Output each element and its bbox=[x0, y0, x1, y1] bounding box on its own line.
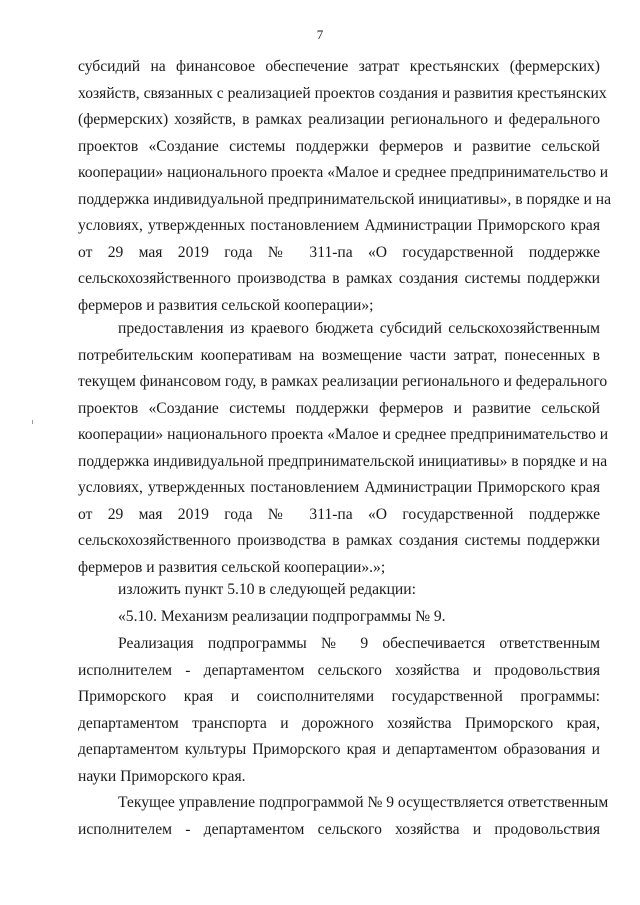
text-line: сельскохозяйственного производства в рамках создания системы поддержки bbox=[78, 532, 600, 549]
text-line: текущем финансовом году, в рамках реализации регионального и федерального bbox=[78, 373, 608, 390]
text-line: департаментом культуры Приморского края и департаментом образования и bbox=[78, 741, 600, 758]
paragraph-subsidies-cooperatives bbox=[78, 316, 609, 581]
paragraph-implementation bbox=[78, 631, 600, 790]
text-line: фермеров и развития сельской кооперации»; bbox=[78, 296, 374, 314]
text-line: Реализация подпрограммы № 9 обеспечивается ответственным bbox=[118, 635, 600, 652]
text-line: проектов «Создание системы поддержки фермеров и развитие сельской bbox=[78, 137, 600, 155]
text-line: от 29 мая 2019 года № 311-па «О государственной поддержке bbox=[78, 243, 600, 261]
text-line: потребительским кооперативам на возмещение части затрат, понесенных в bbox=[78, 346, 600, 364]
paragraph-subsidies-farms bbox=[78, 54, 612, 319]
text-line: кооперации» национального проекта «Малое и среднее предпринимательство и bbox=[78, 426, 609, 443]
section-heading: «5.10. Механизм реализации подпрограммы № 9. bbox=[118, 607, 446, 625]
paragraph-amendment bbox=[78, 577, 600, 630]
text-line: департаментом транспорта и дорожного хозяйства Приморского края, bbox=[78, 714, 600, 732]
text-line: исполнителем - департаментом сельского хозяйства и продовольствия bbox=[78, 820, 600, 838]
text-line: фермеров и развития сельской кооперации».»; bbox=[78, 558, 386, 576]
text-line: субсидий на финансовое обеспечение затрат крестьянских (фермерских) bbox=[78, 58, 600, 75]
text-line: изложить пункт 5.10 в следующей редакции: bbox=[118, 581, 416, 598]
text-line: от 29 мая 2019 года № 311-па «О государственной поддержке bbox=[78, 505, 600, 523]
text-line: условиях, утвержденных постановлением Администрации Приморского края bbox=[78, 479, 600, 496]
text-line: сельскохозяйственного производства в рамках создания системы поддержки bbox=[78, 270, 600, 287]
text-line: условиях, утвержденных постановлением Администрации Приморского края bbox=[78, 217, 600, 234]
text-line: проектов «Создание системы поддержки фермеров и развитие сельской bbox=[78, 399, 600, 417]
text-line: науки Приморского края. bbox=[78, 767, 246, 785]
text-line: хозяйств, связанных с реализацией проектов создания и развития крестьянских bbox=[78, 84, 607, 102]
text-line: поддержка индивидуальной предпринимательской инициативы» в порядке и на bbox=[78, 452, 608, 470]
paragraph-management bbox=[78, 790, 609, 843]
text-line: предоставления из краевого бюджета субсидий сельскохозяйственным bbox=[118, 320, 600, 337]
text-line: Текущее управление подпрограммой № 9 осуществляется ответственным bbox=[118, 794, 609, 811]
text-line: поддержка индивидуальной предпринимательской инициативы», в порядке и на bbox=[78, 190, 612, 208]
margin-mark bbox=[32, 420, 33, 424]
text-line: исполнителем - департаментом сельского хозяйства и продовольствия bbox=[78, 661, 600, 679]
page-number: 7 bbox=[316, 27, 324, 42]
text-line: (фермерских) хозяйств, в рамках реализации регионального и федерального bbox=[78, 111, 600, 128]
text-line: Приморского края и соисполнителями государственной программы: bbox=[78, 688, 600, 705]
text-line: кооперации» национального проекта «Малое и среднее предпринимательство и bbox=[78, 164, 609, 181]
